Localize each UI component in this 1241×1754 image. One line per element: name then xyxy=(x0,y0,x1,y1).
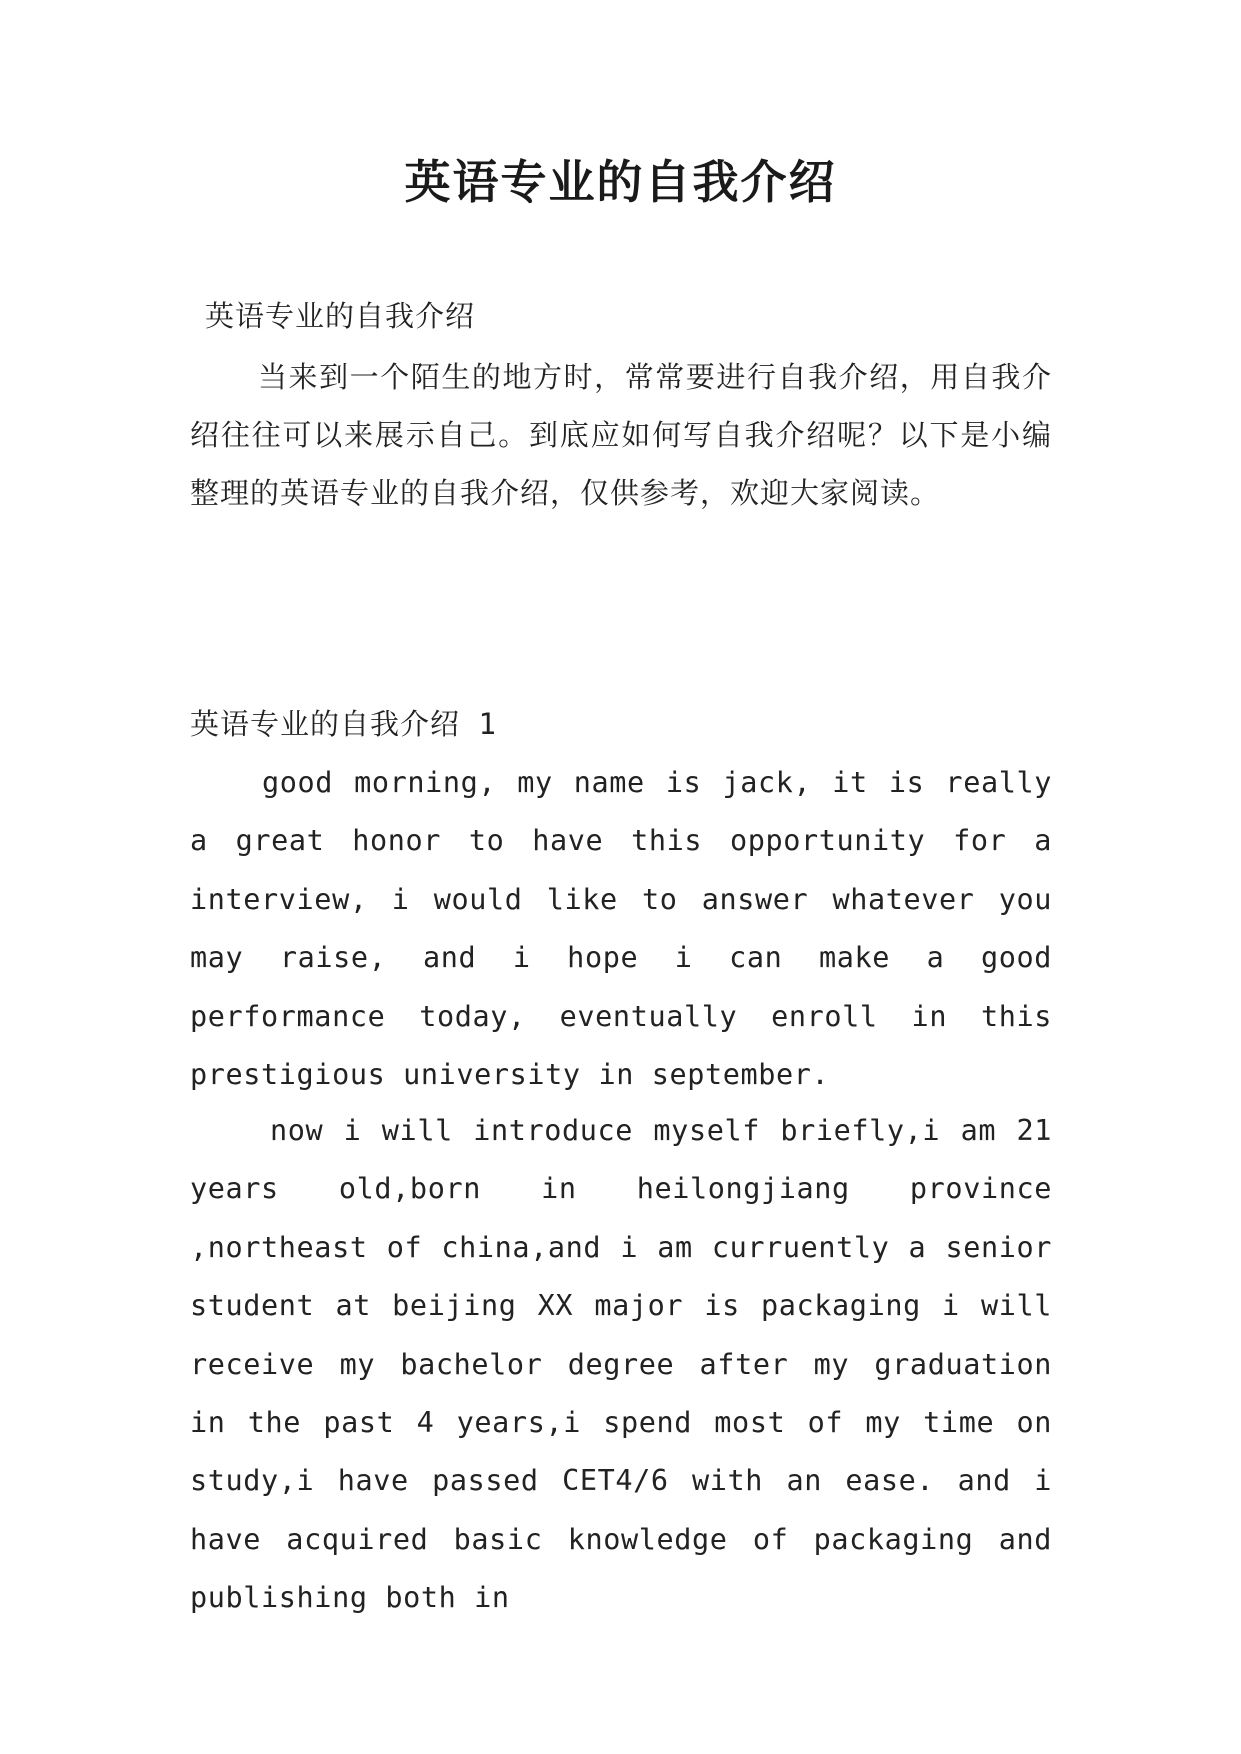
intro-paragraph: 当来到一个陌生的地方时，常常要进行自我介绍，用自我介绍往往可以来展示自己。到底应如何写自我介绍呢？以下是小编整理的英语专业的自我介绍，仅供参考，欢迎大家阅读。 xyxy=(190,360,1052,510)
body-paragraph: now i will introduce myself briefly,i am 21 years old,born in heilongjiang province ,northeast of china,and i am curruently a senior student at beijing XX major is packaging i will receive my bachelor degree after my graduation in the past 4 years,i spend most of my time on study,i have passed CET4/6 with an ease. and i have acquired basic knowledge of packaging and publishing both in xyxy=(190,1114,1052,1615)
section-heading: 英语专业的自我介绍 1 xyxy=(190,707,497,741)
document-subtitle: 英语专业的自我介绍 xyxy=(205,299,476,333)
body-paragraph: good morning, my name is jack, it is really a great honor to have this opportunity for a interview, i would like to answer whatever you may raise, and i hope i can make a good performance today, eventually enroll in this prestigious university in september. xyxy=(190,766,1052,1092)
document-title: 英语专业的自我介绍 xyxy=(404,155,837,209)
